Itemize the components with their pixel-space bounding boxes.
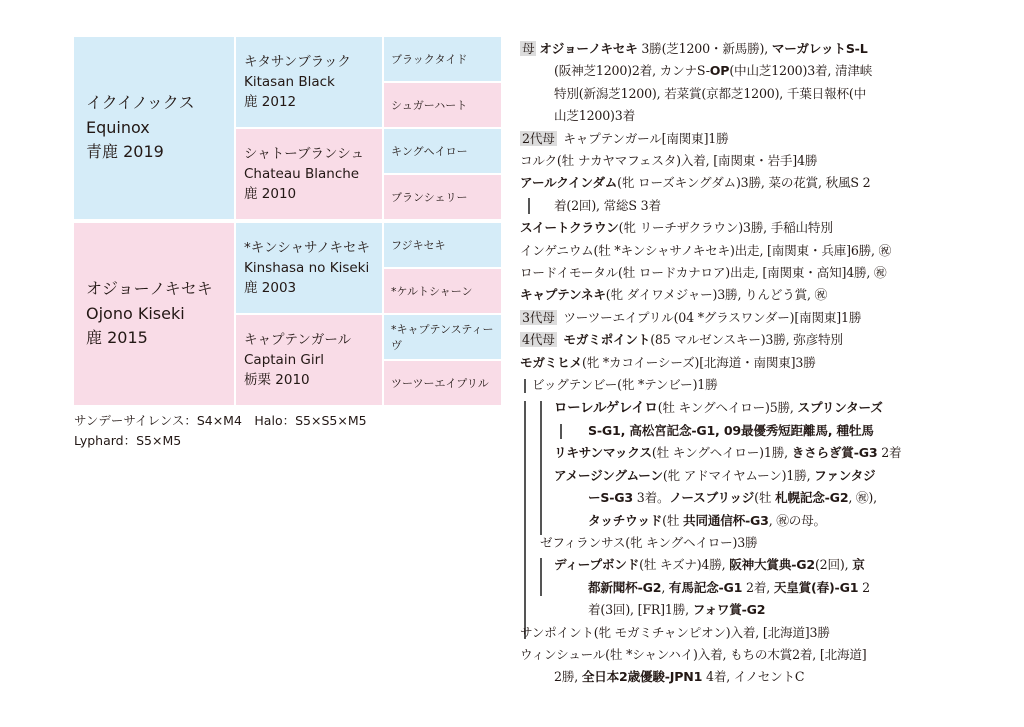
horse-name-en: Kitasan Black (244, 73, 335, 90)
horse-name-jp: シャトーブランシュ (244, 145, 364, 162)
horse-name-en: Kinshasa no Kiseki (244, 259, 370, 276)
horse-equinox (74, 37, 234, 219)
horse-gen3: ブラックタイド (384, 37, 501, 81)
offspring-entry: サンポイント(牝 モガミチャンピオン)入着, [北海道]3勝 (520, 624, 830, 640)
offspring-entry: アメージングムーン(牝 アドマイヤムーン)1勝, ファンタジ ーS-G3 3着。ノースブリッジ(牡 札幌記念-G2, ㊗), タッチウッド(牡 共同通信杯-G3, ㊗の母。 (554, 467, 877, 528)
dam-entry: 母 オジョーノキセキ 3勝(芝1200・新馬勝), マーガレットS-L (阪神芝1200)2着, カンナS-OP(中山芝1200)3着, 清津峡 特別(新潟芝1200), 若菜賞(京都芝1200), 千葉日報杯(中 山芝1200)3着 (522, 41, 873, 124)
horse-name-en: Ojono Kiseki (86, 303, 185, 323)
horse-gen3: *キャプテンスティーヴ (384, 315, 501, 359)
generation-tag: 4代母 (522, 332, 555, 348)
horse-info: 青鹿 2019 (86, 142, 164, 162)
offspring-entry: アールクインダム(牝 ローズキングダム)3勝, 菜の花賞, 秋風S 2 着(2回), 常総S 3着 (520, 175, 871, 213)
offspring-entry: ウィンシュール(牡 *シャンハイ)入着, もちの木賞2着, [北海道] 2勝, 全日本2歳優駿-JPN1 4着, イノセントC (520, 646, 867, 685)
lineage-bar (528, 198, 530, 214)
horse-gen3: キングヘイロー (384, 129, 501, 173)
offspring-entry: ロードイモータル(牡 ロードカナロア)出走, [南関東・高知]4勝, ㊗ (520, 265, 887, 281)
horse-kitasan-black (236, 37, 382, 127)
horse-info: 鹿 2015 (86, 328, 148, 348)
generation-tag: 2代母 (522, 130, 555, 146)
inbreeding-notes (74, 411, 494, 451)
horse-info: 鹿 2012 (244, 94, 297, 111)
inbreeding-line: サンデーサイレンス：S4×M4 Halo：S5×S5×M5 (74, 413, 367, 428)
horse-kinshasa-no-kiseki (236, 223, 382, 313)
horse-name-en: Equinox (86, 117, 150, 137)
generation-tag: 母 (522, 41, 535, 56)
horse-name-jp: イクイノックス (86, 92, 195, 112)
offspring-entry: ローレルゲレイロ(牡 キングヘイロー)5勝, スプリンターズ S-G1, 高松宮記念-G1, 09最優秀短距離馬, 種牡馬 (520, 397, 952, 443)
fourth-dam-entry: 4代母 モガミポイント(85 マルゼンスキー)3勝, 弥彦特別 (522, 332, 843, 348)
horse-ojono-kiseki (74, 223, 234, 405)
horse-gen3: ツーツーエイプリル (384, 361, 501, 405)
offspring-entry: インゲニウム(牡 *キンシャサノキセキ)出走, [南関東・兵庫]6勝, ㊗ (520, 242, 892, 258)
offspring-entry: ゼフィランサス(牝 キングヘイロー)3勝 (540, 534, 758, 550)
offspring-entry: ビッグテンビー(牝 *テンビー)1勝 (520, 374, 952, 396)
lineage-bar (524, 379, 526, 393)
third-dam-entry: 3代母 ツーツーエイプリル(04 *グラスワンダー)[南関東]1勝 (522, 309, 862, 325)
generation-tag: 3代母 (522, 309, 555, 325)
horse-info: 鹿 2003 (244, 280, 297, 297)
horse-chateau-blanche (236, 129, 382, 219)
horse-name-en: Captain Girl (244, 351, 324, 368)
horse-info: 鹿 2010 (244, 186, 297, 203)
family-record (520, 38, 952, 689)
horse-gen3: *ケルトシャーン (384, 269, 501, 313)
offspring-entry: リキサンマックス(牡 キングヘイロー)1勝, きさらぎ賞-G3 2着 (554, 445, 902, 461)
horse-gen3: シュガーハート (384, 83, 501, 127)
horse-name-en: Chateau Blanche (244, 165, 360, 182)
offspring-entry: スイートクラウン(牝 リーチザクラウン)3勝, 手稲山特別 (520, 220, 833, 236)
inbreeding-line: Lyphard：S5×M5 (74, 433, 182, 448)
horse-name-jp: キャプテンガール (244, 331, 352, 348)
horse-captain-girl (236, 315, 382, 405)
horse-gen3: フジキセキ (384, 223, 501, 267)
lineage-bar (540, 558, 542, 596)
horse-info: 栃栗 2010 (244, 372, 310, 389)
horse-name-jp: *キンシャサノキセキ (244, 239, 371, 256)
pedigree-table (74, 37, 501, 405)
horse-name-jp: オジョーノキセキ (86, 278, 213, 298)
offspring-entry: コルク(牡 ナカヤマフェスタ)入着, [南関東・岩手]4勝 (520, 153, 818, 169)
second-dam-entry: 2代母 キャプテンガール[南関東]1勝 (522, 130, 729, 146)
offspring-entry: キャプテンネキ(牝 ダイワメジャー)3勝, りんどう賞, ㊗ (520, 287, 828, 303)
offspring-entry: モガミヒメ(牝 *カコイーシーズ)[北海道・南関東]3勝 (520, 354, 816, 370)
horse-gen3: ブランシェリー (384, 175, 501, 219)
lineage-bar (560, 424, 562, 439)
horse-name-jp: キタサンブラック (244, 53, 351, 70)
offspring-entry: ディープボンド(牡 キズナ)4勝, 阪神大賞典-G2(2回), 京 都新聞杯-G2, 有馬記念-G1 2着, 天皇賞(春)-G1 2 着(3回), [FR]1勝, フォワ賞-G2 (520, 554, 952, 621)
